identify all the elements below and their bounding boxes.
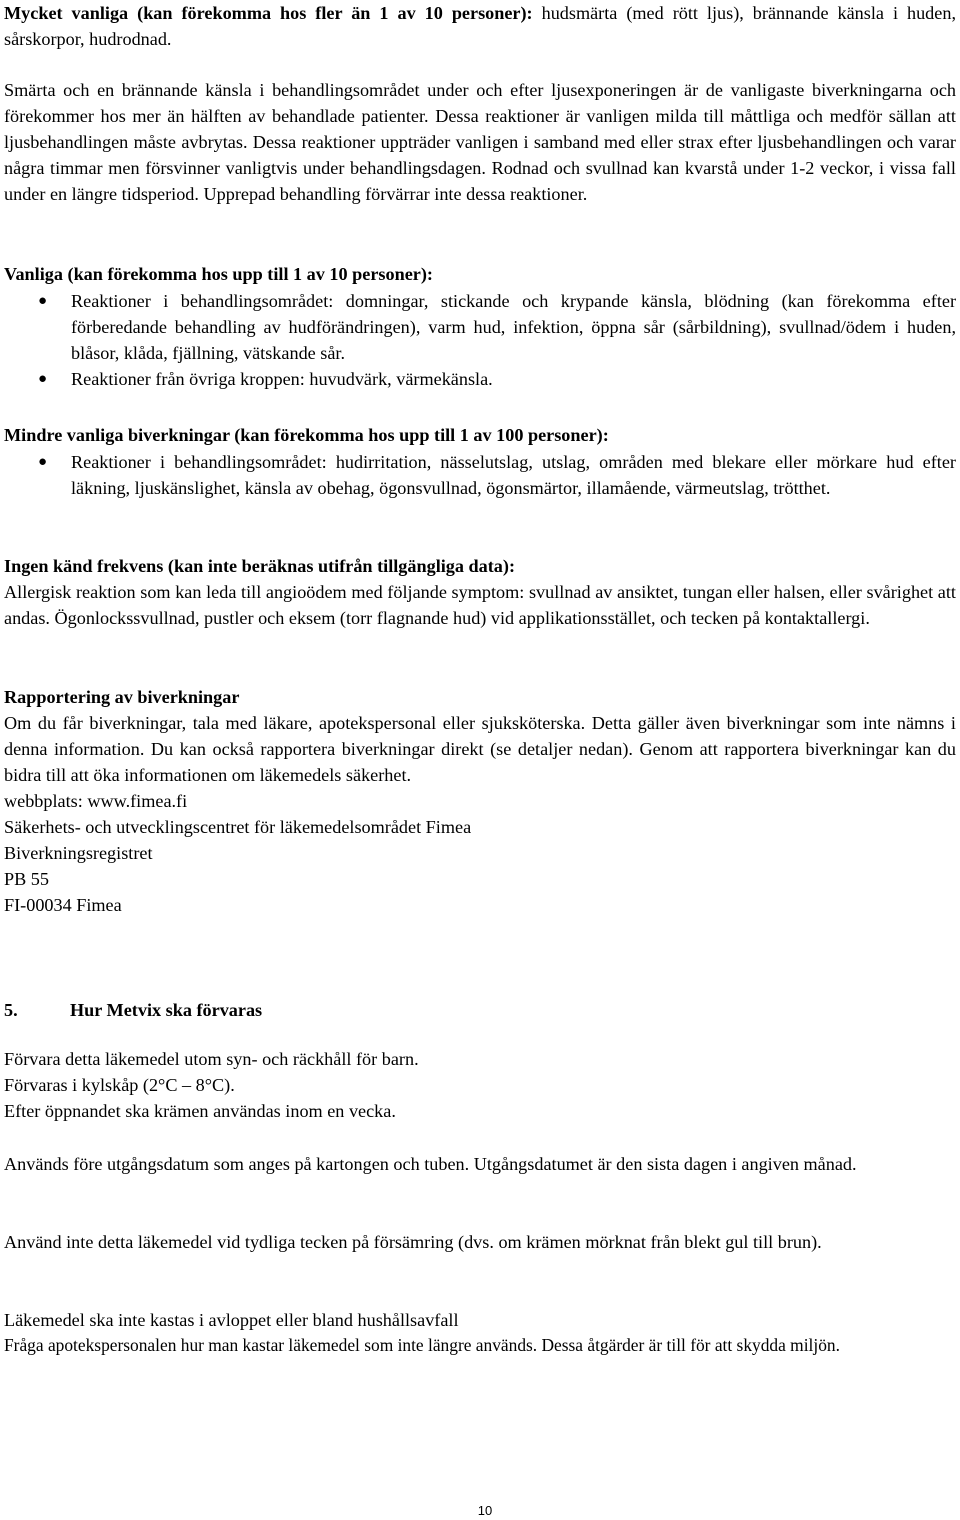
section-5-title (4, 997, 262, 1023)
list-item-text: Reaktioner i behandlingsområdet: domningar, stickande och krypande känsla, blödning (kan förekomma efter förberedande behandling av hudförändringen), varm hud, infektion, öppna sår (sårbildning), svullnad/ödem i huden, blåsor, klåda, fjällning, vätskande sår. (71, 291, 956, 363)
bullet-icon: ● (38, 454, 48, 470)
storage-line: Efter öppnandet ska krämen användas inom en vecka. (4, 1101, 396, 1121)
page-number: 10 (477, 1503, 493, 1518)
common-heading-text: Vanliga (kan förekomma hos upp till 1 av 10 personer): (4, 264, 433, 284)
uncommon-heading (4, 422, 956, 448)
storage-lines (4, 1046, 956, 1124)
list-item (4, 366, 956, 392)
address-line-organization: Säkerhets- och utvecklingscentret för läkemedelsområdet Fimea (4, 817, 472, 837)
common-list (4, 288, 956, 392)
storage-line: Förvara detta läkemedel utom syn- och räckhåll för barn. (4, 1049, 419, 1069)
storage-line: Förvaras i kylskåp (2°C – 8°C). (4, 1075, 235, 1095)
address-line-registry: Biverkningsregistret (4, 843, 153, 863)
address-line-website: webbplats: www.fimea.fi (4, 791, 188, 811)
very-common-section (4, 0, 956, 52)
section-title-text: Hur Metvix ska förvaras (70, 1000, 263, 1020)
unknown-frequency-section (4, 553, 956, 631)
unknown-heading-text: Ingen känd frekvens (kan inte beräknas utifrån tillgängliga data): (4, 556, 516, 576)
common-heading (4, 261, 956, 287)
deterioration-section (4, 1229, 956, 1255)
disposal-section (4, 1307, 956, 1357)
address-line-postcode: FI-00034 Fimea (4, 895, 122, 915)
section-number: 5. (4, 1000, 18, 1020)
disposal-line: Läkemedel ska inte kastas i avloppet eller bland hushållsavfall (4, 1310, 459, 1330)
bullet-icon: ● (38, 371, 48, 387)
reporting-paragraph: Om du får biverkningar, tala med läkare, apotekspersonal eller sjuksköterska. Detta gäller även biverkningar som inte nämns i denna information. Du kan också rapportera biverkningar direkt (se detaljer nedan). Genom att rapportera biverkningar kan du bidra till att öka informationen om läkemedels säkerhet. (4, 713, 956, 785)
list-item (4, 449, 956, 501)
uncommon-list (4, 449, 956, 501)
list-item-text: Reaktioner i behandlingsområdet: hudirritation, nässelutslag, utslag, områden med blekare eller mörkare hud efter läkning, ljuskänslighet, känsla av obehag, ögonsvullnad, ögonsmärtor, illamående, värmeutslag, trötthet. (71, 452, 956, 498)
list-item-text: Reaktioner från övriga kroppen: huvudvärk, värmekänsla. (71, 369, 493, 389)
common-section (4, 261, 956, 392)
list-item (4, 288, 956, 366)
uncommon-heading-text: Mindre vanliga biverkningar (kan förekomma hos upp till 1 av 100 personer): (4, 425, 609, 445)
very-common-heading: Mycket vanliga (kan förekomma hos fler än 1 av 10 personer): (4, 3, 533, 23)
unknown-heading (4, 553, 956, 579)
reporting-heading-text: Rapportering av biverkningar (4, 687, 240, 707)
uncommon-section (4, 422, 956, 501)
very-common-text: hudsmärta (med rött ljus), brännande känsla i huden, sårskorpor, hudrodnad. (4, 3, 956, 49)
disposal-paragraph: Fråga apotekspersonalen hur man kastar läkemedel som inte längre används. Dessa åtgärder är till för att skydda miljön. (4, 1335, 840, 1355)
very-common-paragraph (4, 0, 956, 52)
unknown-paragraph: Allergisk reaktion som kan leda till angioödem med följande symptom: svullnad av ansiktet, tungan eller halsen, eller svårighet att andas. Ögonlockssvullnad, pustler och eksem (torr flagnande hud) vid applikationsstället, och tecken på kontaktallergi. (4, 582, 956, 628)
bullet-icon: ● (38, 293, 48, 309)
pain-paragraph: Smärta och en brännande känsla i behandlingsområdet under och efter ljusexponeringen är de vanligaste biverkningarna och förekommer hos mer än hälften av behandlade patienter. Dessa reaktioner är vanligen milda till måttliga och medför sällan att ljusbehandlingen måste avbrytas. Dessa reaktioner uppträder vanligen i samband med eller strax efter ljusbehandlingen och varar några timmar men försvinner vanligtvis under behandlingsdagen. Rodnad och svullnad kan kvarstå under 1-2 veckor, i vissa fall under en längre tidsperiod. Upprepad behandling förvärrar inte dessa reaktioner. (4, 80, 956, 204)
reporting-heading (4, 684, 956, 710)
deterioration-paragraph: Använd inte detta läkemedel vid tydliga tecken på försämring (dvs. om krämen mörknat från blekt gul till brun). (4, 1232, 822, 1252)
expiry-paragraph: Används före utgångsdatum som anges på kartongen och tuben. Utgångsdatumet är den sista dagen i angiven månad. (4, 1154, 857, 1174)
expiry-section (4, 1151, 956, 1177)
reporting-address (4, 788, 956, 918)
reporting-section (4, 684, 956, 918)
pain-section (4, 77, 956, 207)
address-line-pobox: PB 55 (4, 869, 49, 889)
